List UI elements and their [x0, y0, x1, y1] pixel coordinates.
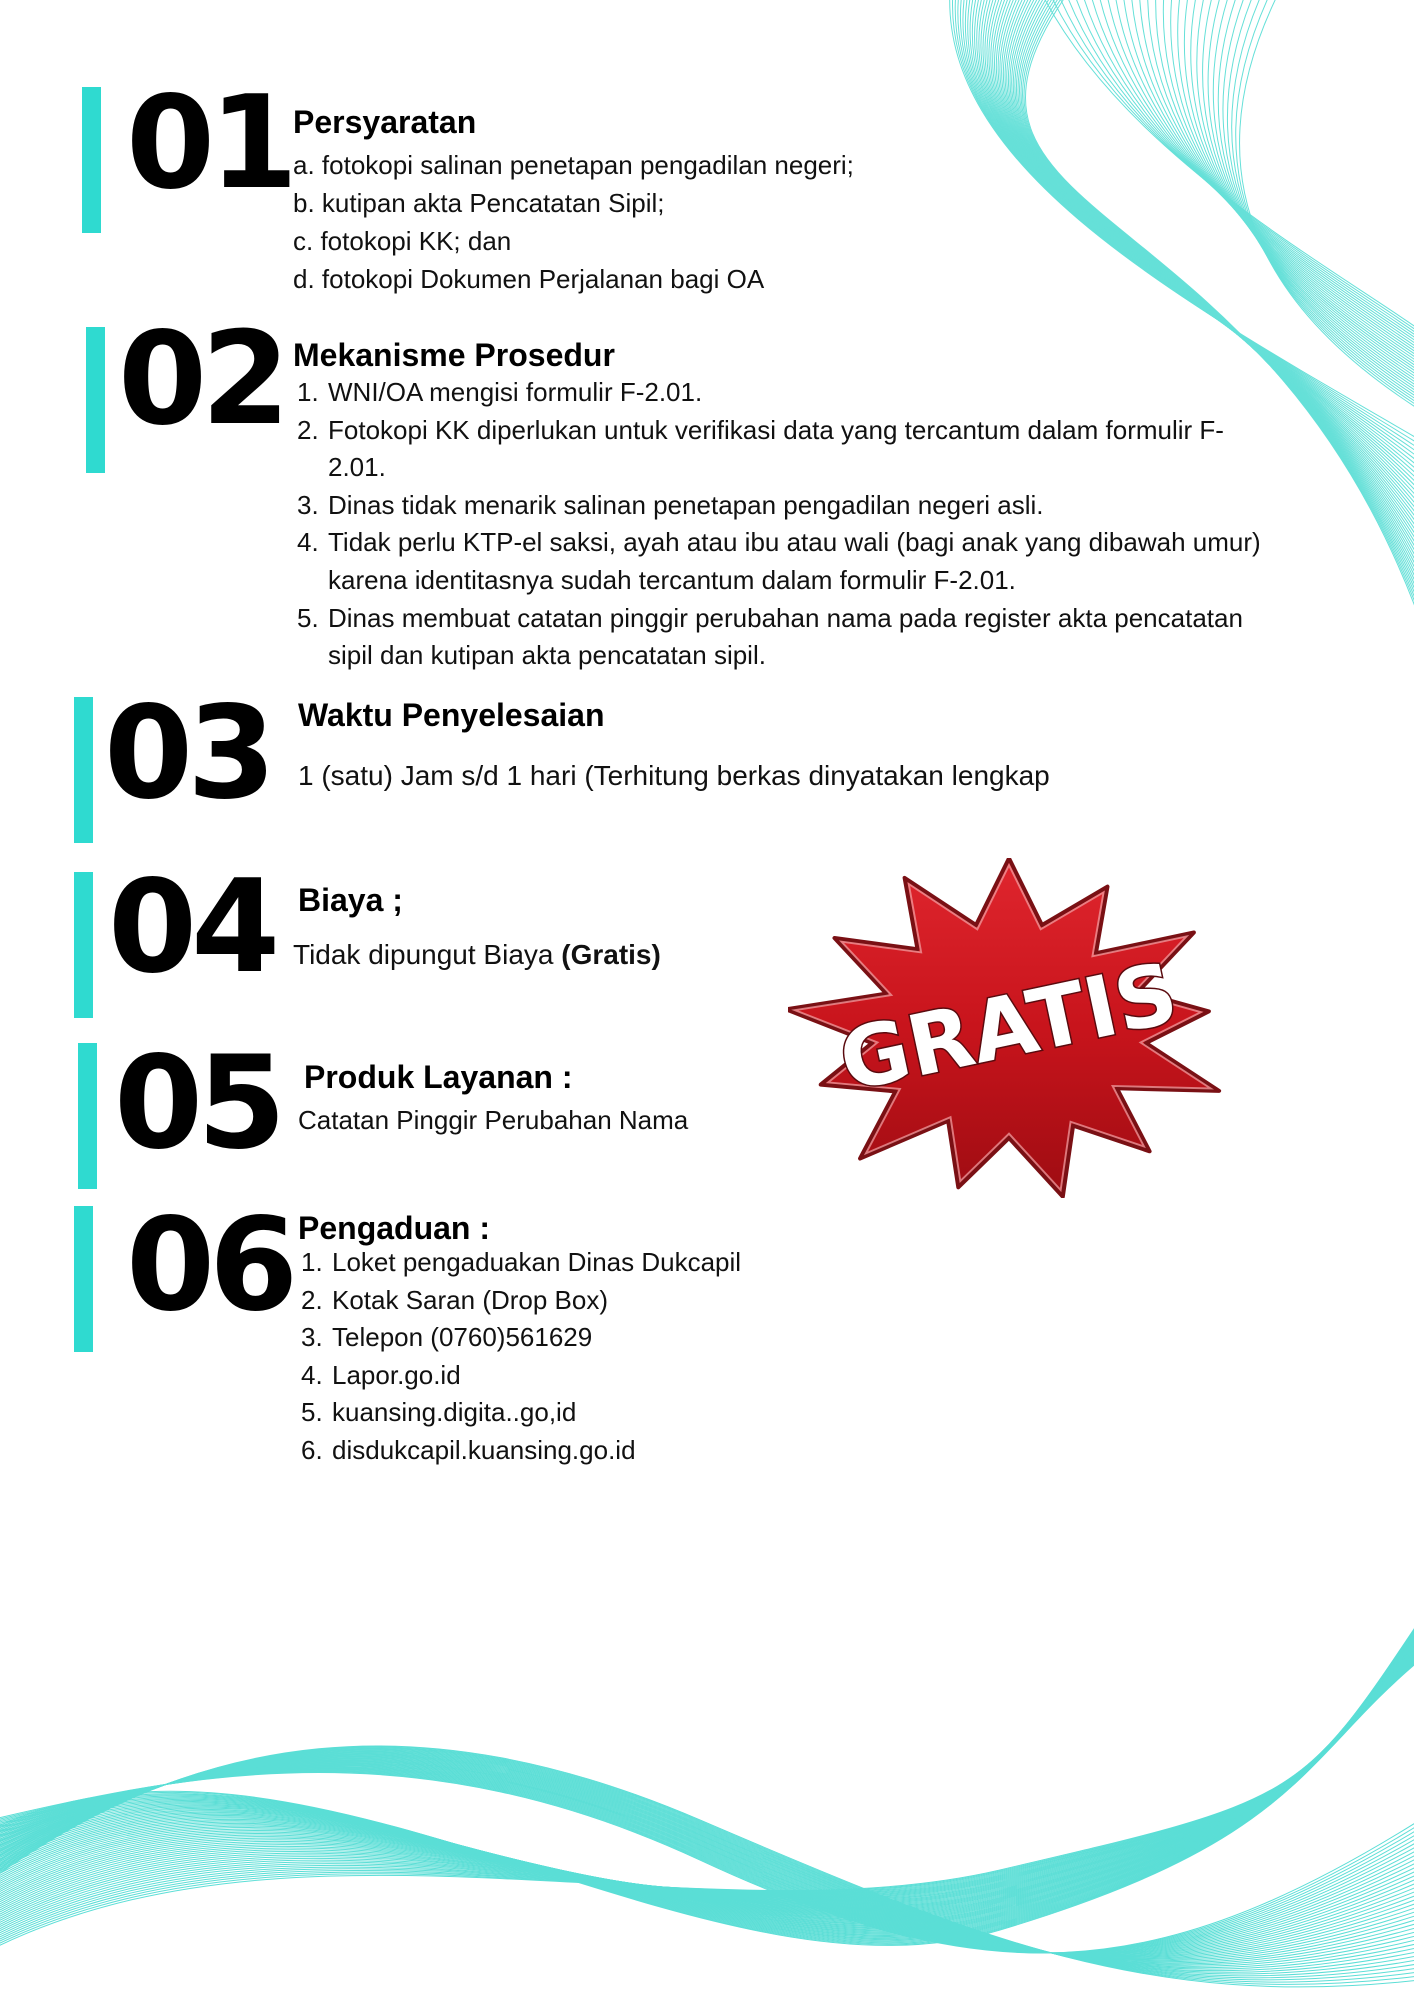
section-05-accent-bar	[78, 1043, 97, 1189]
list-text: Telepon (0760)561629	[332, 1322, 593, 1353]
list-marker: 5.	[301, 1397, 323, 1428]
fee-text-bold: (Gratis)	[561, 939, 661, 970]
section-04-heading: Biaya ;	[298, 882, 403, 918]
section-02-accent-bar	[86, 327, 105, 473]
list-text: Dinas membuat catatan pinggir perubahan nama pada register akta pencatatan sipil dan kutipan akta pencatatan sipil.	[328, 602, 1243, 671]
list-text: kuansing.digita..go,id	[332, 1397, 577, 1428]
list-marker: 1.	[297, 377, 319, 407]
list-text: Lapor.go.id	[332, 1359, 461, 1390]
section-03-heading: Waktu Penyelesaian	[298, 697, 605, 733]
section-01-heading: Persyaratan	[293, 104, 477, 140]
fee-text-plain: Tidak dipungut Biaya	[293, 939, 562, 970]
section-04-accent-bar	[74, 872, 93, 1018]
section-06-accent-bar	[74, 1206, 93, 1352]
list-marker: 2.	[301, 1284, 323, 1315]
list-marker: 6.	[301, 1434, 323, 1465]
list-item	[301, 1394, 1001, 1432]
requirement-item: b. kutipan akta Pencatatan Sipil;	[293, 188, 665, 218]
list-text: disdukcapil.kuansing.go.id	[332, 1434, 636, 1465]
list-marker: 4.	[301, 1359, 323, 1390]
list-marker: 2.	[297, 414, 319, 445]
list-marker: 4.	[297, 527, 319, 558]
section-05-heading: Produk Layanan :	[304, 1059, 573, 1095]
list-marker: 1.	[301, 1247, 323, 1277]
section-01-number: 01	[126, 69, 293, 218]
list-item	[301, 1432, 1001, 1470]
list-item	[301, 1319, 1001, 1357]
gratis-badge-text: GRATIS	[831, 943, 1186, 1111]
requirement-item: a. fotokopi salinan penetapan pengadilan negeri;	[293, 150, 854, 180]
list-item	[301, 1357, 1001, 1395]
list-item	[301, 1282, 1001, 1320]
section-05-number: 05	[114, 1029, 281, 1178]
list-marker: 3.	[297, 489, 319, 520]
list-item	[297, 600, 1357, 675]
list-text: Dinas tidak menarik salinan penetapan pengadilan negeri asli.	[328, 489, 1044, 520]
section-01-accent-bar	[82, 87, 101, 233]
list-text: Tidak perlu KTP-el saksi, ayah atau ibu atau wali (bagi anak yang dibawah umur) karena identitasnya sudah tercantum dalam formulir F-2.01.	[328, 527, 1261, 595]
complaint-list	[301, 1244, 1001, 1470]
section-03-number: 03	[104, 679, 271, 828]
section-02-heading: Mekanisme Prosedur	[293, 337, 615, 373]
section-06-number: 06	[126, 1191, 293, 1340]
section-04-number: 04	[108, 853, 275, 1002]
section-03-accent-bar	[74, 697, 93, 843]
list-marker: 5.	[297, 602, 319, 633]
requirement-item: d. fotokopi Dokumen Perjalanan bagi OA	[293, 264, 765, 294]
list-item	[297, 374, 1357, 412]
list-item	[297, 524, 1357, 599]
list-text: WNI/OA mengisi formulir F-2.01.	[328, 377, 703, 407]
fee-text	[293, 938, 661, 972]
gratis-badge	[788, 858, 1230, 1198]
completion-time-text: 1 (satu) Jam s/d 1 hari (Terhitung berkas dinyatakan lengkap	[298, 760, 1050, 791]
list-text: Loket pengaduakan Dinas Dukcapil	[332, 1247, 742, 1277]
list-marker: 3.	[301, 1322, 323, 1353]
list-item	[297, 412, 1357, 487]
section-06-heading: Pengaduan :	[298, 1210, 491, 1246]
service-product-text: Catatan Pinggir Perubahan Nama	[298, 1105, 689, 1135]
list-text: Kotak Saran (Drop Box)	[332, 1284, 609, 1315]
procedure-list	[297, 374, 1357, 675]
list-text: Fotokopi KK diperlukan untuk verifikasi data yang tercantum dalam formulir F- 2.01.	[328, 414, 1224, 483]
list-item	[297, 487, 1357, 525]
list-item	[301, 1244, 1001, 1282]
section-02-number: 02	[118, 305, 285, 454]
requirement-item: c. fotokopi KK; dan	[293, 226, 512, 256]
